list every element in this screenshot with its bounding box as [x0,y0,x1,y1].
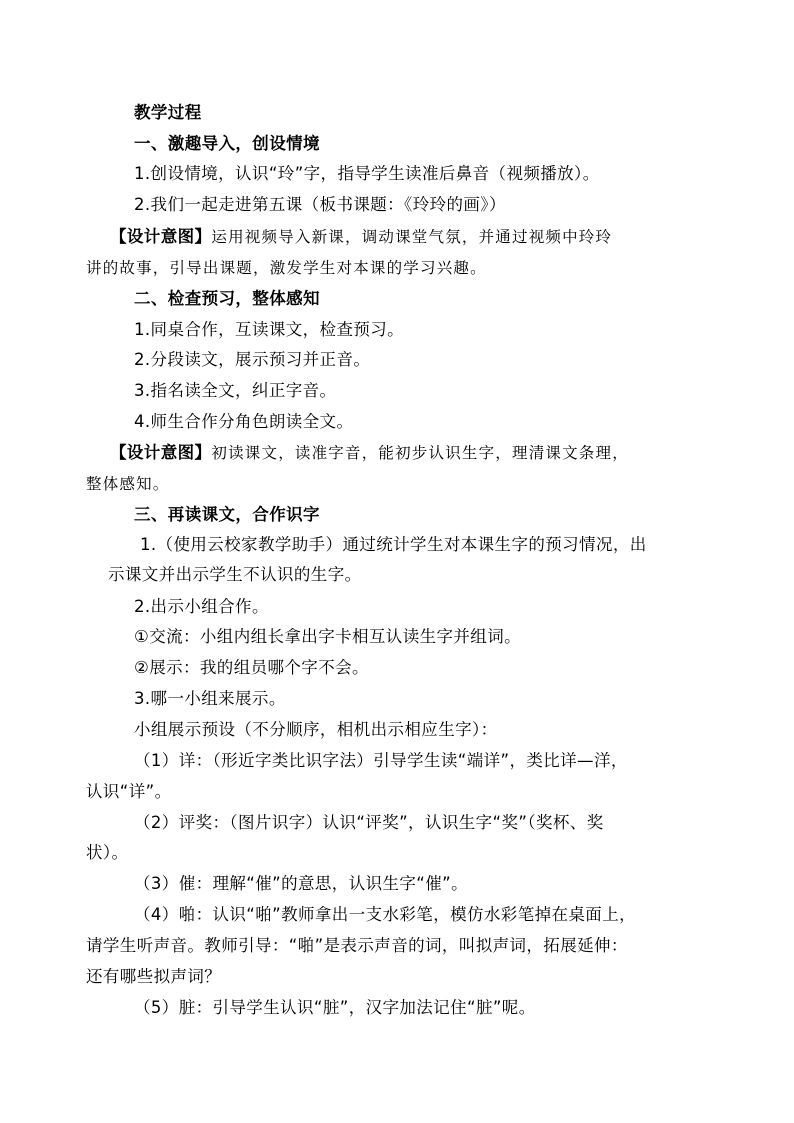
s1-item-2: 2.我们一起走进第五课（板书课题：《玲玲的画》） [134,195,506,214]
s1-item-1: 1.创设情境，认识“玲”字，指导学生读准后鼻音（视频播放）。 [134,164,600,183]
section-2-heading: 二、检查预习，整体感知 [134,289,320,308]
s3-sub-item-2: ②展示：我的组员哪个字不会。 [134,658,369,677]
design-intent-text: 运用视频导入新课，调动课堂气氛，并通过视频中玲玲 [211,228,613,246]
s1-design-intent [110,225,612,249]
s3-item-1-line-2: 示课文并出示学生不认识的生字。 [108,565,362,584]
page-title: 教学过程 [134,103,202,122]
s3-sub-item-1: ①交流：小组内组长拿出字卡相互认读生字并组词。 [134,627,521,646]
s3-item-1: 1.（使用云校家教学助手）通过统计学生对本课生字的预习情况，出 [140,535,647,554]
section-3-heading: 三、再读课文，合作识字 [134,505,320,524]
s2-item-3: 3.指名读全文，纠正字音。 [134,381,337,400]
s3-item-2: 2.出示小组合作。 [134,597,269,616]
s2-design-intent [110,441,629,465]
s3-preset-2-line-2: 状）。 [86,843,129,862]
s1-design-intent-line-2: 讲的故事，引导出课题，激发学生对本课的学习兴趣。 [86,259,487,277]
s3-preset-1-line-2: 认识“详”。 [86,782,172,801]
s2-item-4: 4.师生合作分角色朗读全文。 [134,412,354,431]
s3-preset-4-line-3: 还有哪些拟声词？ [86,967,222,986]
design-intent-text: 初读课文，读准字音，能初步认识生字，理清课文条理， [211,444,629,462]
s2-item-2: 2.分段读文，展示预习并正音。 [134,350,371,369]
s3-item-3: 3.哪一小组来展示。 [134,689,286,708]
s2-item-1: 1.同桌合作，互读课文，检查预习。 [134,320,405,339]
design-intent-label: 【设计意图】 [110,443,212,462]
section-1-heading: 一、激趣导入，创设情境 [134,134,320,153]
s3-preset-intro: 小组展示预设（不分顺序，相机出示相应生字）： [134,720,498,739]
s3-preset-4: （4）啪：认识“啪”教师拿出一支水彩笔，模仿水彩笔掉在桌面上， [134,905,636,924]
s2-design-intent-line-2: 整体感知。 [86,475,170,493]
s3-preset-5: （5）脏：引导学生认识“脏”，汉字加法记住“脏”呢。 [134,998,536,1017]
s3-preset-3: （3）催：理解“催”的意思，认识生字“催”。 [134,874,468,893]
s3-preset-4-line-2: 请学生听声音。教师引导：“啪”是表示声音的词，叫拟声词，拓展延伸： [86,936,628,955]
design-intent-label: 【设计意图】 [110,227,212,246]
s3-preset-2: （2）评奖：（图片识字）认识“评奖”，认识生字“奖”（奖杯、奖 [134,813,604,832]
s3-preset-1: （1）详：（形近字类比识字法）引导学生读“端详”，类比详—洋， [134,751,628,770]
